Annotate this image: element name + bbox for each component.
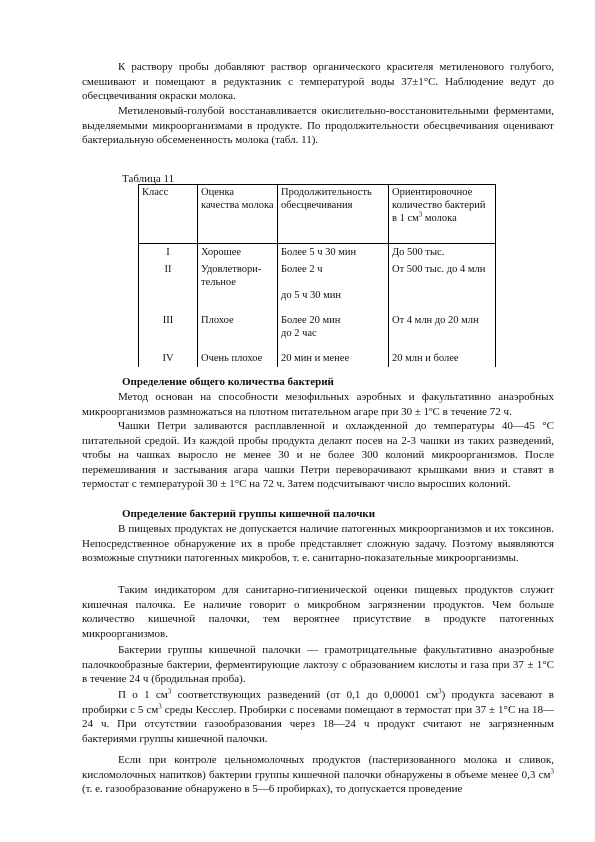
paragraph-inoculation xyxy=(82,688,554,746)
cell-duration xyxy=(278,244,389,262)
cell-bacteria: 20 млн и более xyxy=(389,342,496,367)
inoculation-text-a: П о 1 см xyxy=(118,689,168,701)
cell-duration xyxy=(278,304,389,342)
cell-duration xyxy=(278,261,389,304)
cell-duration xyxy=(278,342,389,367)
header-quality: Оценка качества молока xyxy=(198,185,278,244)
cell-duration-text: Более 20 мин xyxy=(281,315,341,326)
paragraph-method-basis: Метод основан на способности мезофильных аэробных и факультативно анаэробных микроорганизмов размножаться на плотном питательном агаре при 30 ± 1ºС в течение 72 ч. xyxy=(82,391,554,418)
cell-class: III xyxy=(139,304,198,342)
table-row xyxy=(139,304,496,342)
header-bacteria-label: Ориентировочное количество бактерий xyxy=(392,187,486,211)
cell-quality: Плохое xyxy=(198,304,278,342)
cell-class: IV xyxy=(139,342,198,367)
header-bacteria-unit-post: молока xyxy=(422,213,457,224)
header-bacteria xyxy=(389,185,496,244)
table-header-row xyxy=(139,185,496,244)
cell-duration-text: 20 мин и менее xyxy=(281,353,350,364)
inoculation-sup-2: 3 xyxy=(438,687,442,696)
inoculation-text-c: ) продукта засевают в пробирки с 5 см xyxy=(82,689,555,716)
paragraph-bacteria-definition: Бактерии группы кишечной палочки — грамотрицательные факультативно анаэробные палочкообразные бактерии, ферментирующие лактозу с образованием кислоты и газа при 37 ± 1°С в течение 24 ч (бродильная проба). xyxy=(82,644,554,686)
table-row xyxy=(139,342,496,367)
inoculation-sup-1: 3 xyxy=(167,687,172,696)
cell-duration-text-2: до 5 ч 30 мин xyxy=(281,290,342,301)
header-duration: Продолжительность обесцвечивания xyxy=(278,185,389,244)
cell-duration-text: Более 5 ч 30 мин xyxy=(281,247,357,258)
paragraph-petri-dishes: Чашки Петри заливаются расплавленной и охлажденной до температуры 40—45 °С питательной средой. Из каждой пробы продукта делают посев на 2-3 чашки из таких разведений, чтобы на чашках выросло не менее 30 и не более 300 колоний микроорганизмов. После перемешивания и застывания агара чашки Петри переворачивают крышками вниз и ставят в термостат с температурой 30 ± 1°С на 72 ч. Затем подсчитывают число выросших колоний. xyxy=(82,420,554,491)
paragraph-dairy-control xyxy=(82,753,554,797)
table-row xyxy=(139,261,496,304)
cell-class: II xyxy=(139,261,198,304)
dairy-control-text-a: Если при контроле цельномолочных продуктов (пастеризованного молока и сливок, кисломолочных напитков) бактерии группы кишечной палочки обнаружены в объеме менее 0,3 см xyxy=(82,754,554,781)
section-heading-coliform: Определение бактерий группы кишечной палочки xyxy=(122,508,376,520)
paragraph-methylene-blue: Метиленовый-голубой восстанавливается окислительно-восстановительными ферментами, выделяемыми микроорганизмами в продукте. По продолжительности обесцвечивания оценивают бактериальную обсемененность молока (табл. 11). xyxy=(82,105,554,147)
cell-bacteria: До 500 тыс. xyxy=(389,244,496,262)
inoculation-text-d: среды Кесслер. Пробирки с посевами помещают в термостат при 37 ± 1°С на 18— 24 ч. При отсутствии газообразования через 18—24 ч продукт считают не загрязненным бактериями группы кишечной палочки. xyxy=(82,703,554,745)
cell-duration-text: Более 2 ч xyxy=(281,264,323,275)
cell-quality: Хорошее xyxy=(198,244,278,262)
dairy-control-text-b: (т. е. газообразование обнаружено в 5—6 пробирках), то допускается проведение xyxy=(82,783,463,796)
header-class: Класс xyxy=(139,185,198,244)
paragraph-pathogens: В пищевых продуктах не допускается наличие патогенных микроорганизмов и их токсинов. Непосредственное обнаружение их в пробе представляет сложную задачу. Поэтому выявляются возможные спутники патогенных микробов, т. е. санитарно-показательные микроорганизмы. xyxy=(82,523,554,565)
header-bacteria-unit-pre: в 1 см xyxy=(392,213,419,224)
section-heading-total-bacteria: Определение общего количества бактерий xyxy=(122,376,334,388)
cell-bacteria: От 500 тыс. до 4 млн xyxy=(389,261,496,304)
paragraph-reagent: К раствору пробы добавляют раствор органического красителя метиленового голубого, смешивают и помещают в редуктазник с температурой воды 37±1°С. Наблюдение ведут до обесцвечивания окраски молока. xyxy=(82,61,554,103)
cell-class: I xyxy=(139,244,198,262)
table-caption: Таблица 11 xyxy=(122,173,175,185)
cell-duration-text-2: до 2 час xyxy=(281,328,317,339)
cell-quality: Очень плохое xyxy=(198,342,278,367)
dairy-control-sup: 3 xyxy=(550,766,554,775)
inoculation-text-b: соответствующих разведений (от 0,1 до 0,00001 см xyxy=(171,689,439,701)
inoculation-sup-3: 3 xyxy=(158,701,162,710)
milk-quality-table xyxy=(138,184,496,367)
header-bacteria-unit-sup: 3 xyxy=(418,210,423,219)
cell-bacteria: От 4 млн до 20 млн xyxy=(389,304,496,342)
table-row xyxy=(139,244,496,262)
paragraph-indicator: Таким индикатором для санитарно-гигиенической оценки пищевых продуктов служит кишечная палочка. Ее наличие говорит о микробном загрязнении продуктов. Чем больше количество кишечной палочки, тем вероятнее присутствие в продукте патогенных микроорганизмов. xyxy=(82,584,554,640)
cell-quality: Удовлетвори-тельное xyxy=(198,261,278,304)
